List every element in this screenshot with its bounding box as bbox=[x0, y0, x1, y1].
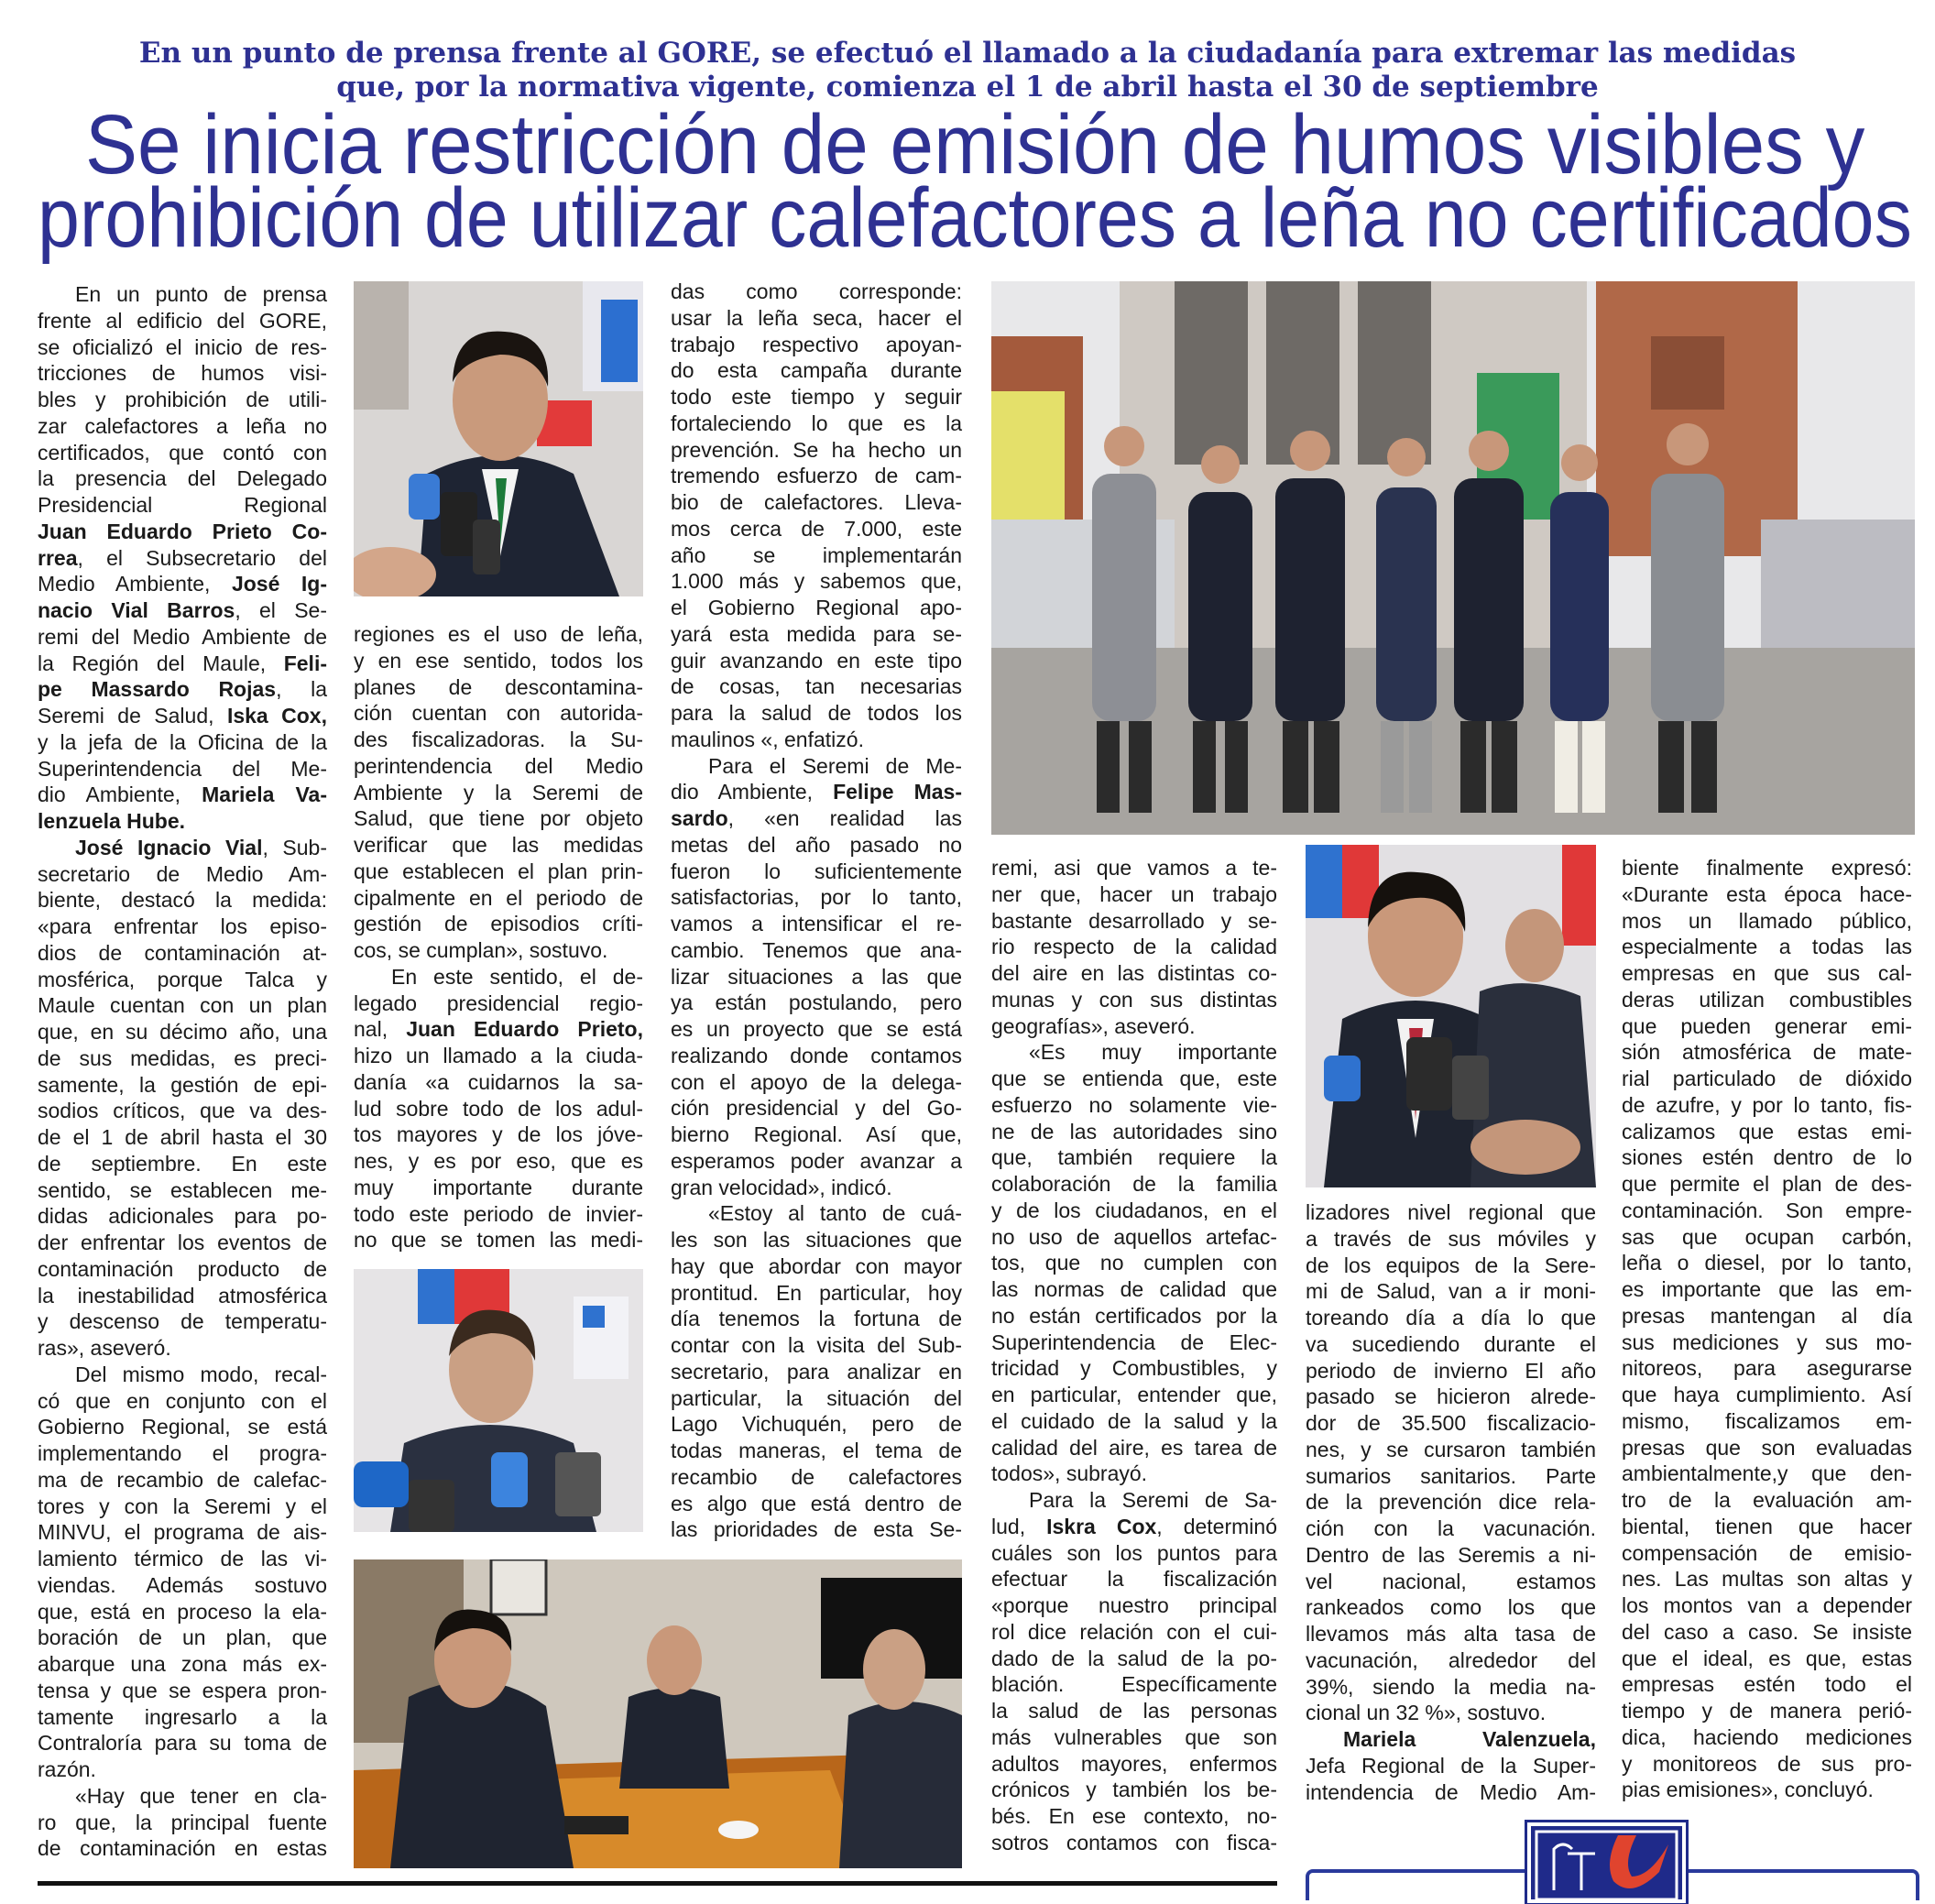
article-text-line: deras utilizan combustibles bbox=[1622, 987, 1912, 1012]
section-divider bbox=[38, 1881, 1277, 1886]
article-text-line: pe Massardo Rojas, la bbox=[38, 677, 327, 702]
article-text-line: tricidad y Combustibles, y bbox=[991, 1356, 1277, 1381]
article-text-line: a través de sus móviles y bbox=[1306, 1226, 1596, 1251]
article-text-line: Para el Seremi de Me- bbox=[708, 753, 962, 778]
article-text-line: es un proyecto que se está bbox=[671, 1017, 962, 1041]
article-text-line: perintendencia del Medio bbox=[354, 753, 643, 778]
article-text-line: razón. bbox=[38, 1757, 96, 1781]
article-text-line: de la prevención dice rela- bbox=[1306, 1490, 1596, 1515]
bold-name: Mariela Va- bbox=[202, 782, 327, 807]
bold-name: José Ig- bbox=[231, 572, 327, 596]
article-text-line: didas adicionales para po- bbox=[38, 1204, 327, 1229]
article-text-line: 1.000 más y sabemos que, bbox=[671, 569, 962, 594]
article-text-line: Medio Ambiente, José Ig- bbox=[38, 572, 327, 596]
bold-name: nacio Vial Barros bbox=[38, 598, 235, 622]
article-text-line: Maule cuentan con un plan bbox=[38, 993, 327, 1018]
article-text-line: de el 1 de abril hasta el 30 bbox=[38, 1125, 327, 1149]
article-text-line: Gobierno Regional, se está bbox=[38, 1415, 327, 1439]
article-text-line: de contaminación en estas bbox=[38, 1836, 327, 1861]
article-text-line: y la jefa de la Oficina de la bbox=[38, 729, 327, 754]
article-text-line: pias emisiones», concluyó. bbox=[1622, 1778, 1874, 1802]
article-text-line: lud sobre todo de los adul- bbox=[354, 1096, 643, 1121]
article-text-line: pasado se hicieron alrede- bbox=[1306, 1384, 1596, 1409]
article-text-line: tamente ingresarlo a la bbox=[38, 1704, 327, 1729]
article-text-line: de azufre, y por lo tanto, fis- bbox=[1622, 1092, 1912, 1117]
article-text-line: danía «a cuidarnos la sa- bbox=[354, 1069, 643, 1094]
article-text-line: que pueden generar emi- bbox=[1622, 1013, 1912, 1038]
article-text-line: «porque nuestro principal bbox=[991, 1593, 1277, 1617]
article-text-line: tensa y que se espera pron- bbox=[38, 1678, 327, 1702]
article-text-line: «Hay que tener en cla- bbox=[75, 1783, 327, 1808]
article-text-line: de sus medidas, es preci- bbox=[38, 1045, 327, 1070]
article-text-line: abarque una zona más ex- bbox=[38, 1652, 327, 1676]
article-text-line: remi, asi que vamos a te- bbox=[991, 856, 1277, 880]
photo-group-gore-building bbox=[991, 281, 1915, 835]
article-text-line: tremendo esfuerzo de cam- bbox=[671, 464, 962, 488]
article-text-line: lamiento térmico de las vi- bbox=[38, 1547, 327, 1570]
article-text-line: bles y prohibición de utili- bbox=[38, 388, 327, 411]
article-text-line: lud, Iskra Cox, determinó bbox=[991, 1514, 1277, 1538]
article-text-line: particular, la situación del bbox=[671, 1385, 962, 1410]
article-text-line: empresas en que sus cal- bbox=[1622, 961, 1912, 985]
article-text-line: que, en su décimo año, una bbox=[38, 1020, 327, 1044]
article-text-line: usar la leña seca, hacer el bbox=[671, 305, 962, 330]
logo-icon bbox=[1531, 1826, 1682, 1899]
article-text-line: rio respecto de la calidad bbox=[991, 935, 1277, 959]
article-text-line: cambio. Tenemos que ana- bbox=[671, 937, 962, 962]
article-text-line: y monitoreos de sus pro- bbox=[1622, 1751, 1912, 1776]
kicker-line-1: En un punto de prensa frente al GORE, se efectuó el llamado a la ciudadanía para extremar las medidas bbox=[138, 37, 1797, 70]
article-text-line: ras», aseveró. bbox=[38, 1336, 171, 1360]
article-text-line: cional un 32 %», sostuvo. bbox=[1306, 1701, 1547, 1725]
bold-name: Iska Cox, bbox=[226, 704, 327, 728]
article-text-line: Dentro de las Seremis a ni- bbox=[1306, 1542, 1596, 1567]
article-text-line: mi de Salud, van a ir moni- bbox=[1306, 1279, 1596, 1304]
article-text-line: sumarios sanitarios. Parte bbox=[1306, 1463, 1596, 1488]
article-text-line: colaboración de la familia bbox=[991, 1172, 1277, 1196]
article-text-line: recambio de calefactores bbox=[671, 1464, 962, 1489]
article-text-line: mos un llamado público, bbox=[1622, 908, 1912, 933]
article-text-line: yará esta medida para se- bbox=[671, 621, 962, 646]
article-text-line: maulinos «, enfatizó. bbox=[671, 727, 864, 751]
article-text-line: del caso a caso. Se insiste bbox=[1622, 1619, 1912, 1644]
article-column-5 bbox=[1306, 1199, 1596, 1805]
article-text-line: vamos a intensificar el re- bbox=[671, 912, 962, 936]
article-text-line: Jefa Regional de la Super- bbox=[1306, 1753, 1596, 1778]
article-text-line: las prioridades de esta Se- bbox=[671, 1517, 962, 1542]
article-text-line: cipalmente en el periodo de bbox=[354, 885, 643, 910]
article-text-line: Para la Seremi de Sa- bbox=[1029, 1488, 1277, 1512]
article-column-6 bbox=[1622, 855, 1912, 1803]
article-text-line: en particular, entender que, bbox=[991, 1383, 1277, 1406]
article-text-line: En este sentido, el de- bbox=[391, 964, 643, 989]
article-text-line: tores y con la Seremi y el bbox=[38, 1494, 327, 1518]
article-text-line: nacio Vial Barros, el Se- bbox=[38, 598, 327, 622]
article-text-line: có que en conjunto con el bbox=[38, 1388, 327, 1413]
article-text-line: presas que son evaluadas bbox=[1622, 1435, 1912, 1460]
article-text-line: mosférica, porque Talca y bbox=[38, 967, 327, 991]
article-text-line: bio de calefactores. Lleva- bbox=[671, 490, 962, 514]
article-text-line: se oficializó el inicio de res- bbox=[38, 334, 327, 359]
article-text-line: secretario, para analizar en bbox=[671, 1359, 962, 1384]
article-text-line: gran velocidad», indicó. bbox=[671, 1175, 892, 1199]
kicker-line-2: que, por la normativa vigente, comienza el 1 de abril hasta el 30 de septiembre bbox=[336, 71, 1599, 104]
article-text-line: ma de recambio de calefac- bbox=[38, 1467, 327, 1492]
article-text-line: hizo un llamado a la ciuda- bbox=[354, 1044, 643, 1067]
bold-name: Iskra Cox bbox=[1046, 1514, 1157, 1538]
article-text-line: Superintendencia de Elec- bbox=[991, 1330, 1277, 1354]
article-text-line: dado de la salud de la po- bbox=[991, 1646, 1277, 1670]
article-text-line: ción con la vacunación. bbox=[1306, 1516, 1596, 1540]
article-text-line: todo este tiempo y seguir bbox=[671, 385, 962, 409]
article-text-line: las normas de calidad que bbox=[991, 1277, 1277, 1301]
article-text-line: regiones es el uso de leña, bbox=[354, 622, 643, 646]
article-text-line: ción presidencial y del Go- bbox=[671, 1096, 962, 1121]
article-text-line: ne de las autoridades sino bbox=[991, 1119, 1277, 1143]
article-text-line: es algo que está dentro de bbox=[671, 1491, 962, 1516]
article-text-line: ner que, hacer un trabajo bbox=[991, 881, 1277, 906]
bold-name: Felipe Mas- bbox=[833, 780, 962, 804]
article-text-line: especialmente a todas las bbox=[1622, 935, 1912, 959]
article-text-line: adultos mayores, enfermos bbox=[991, 1751, 1277, 1776]
article-text-line bbox=[38, 519, 327, 545]
article-text-line: lizadores nivel regional que bbox=[1306, 1200, 1596, 1224]
article-text-line: intendencia de Medio Am- bbox=[1306, 1779, 1596, 1804]
article-text-line: lizar situaciones a las que bbox=[671, 964, 962, 989]
article-text-line: que se entienda que, este bbox=[991, 1067, 1277, 1090]
article-text-line: Superintendencia del Me- bbox=[38, 756, 327, 781]
article-text-line: periodo de invierno El año bbox=[1306, 1358, 1596, 1383]
article-text-line: todas maneras, el tema de bbox=[671, 1439, 962, 1462]
article-text-line: MINVU, el programa de ais- bbox=[38, 1520, 327, 1545]
article-text-line: gestión de episodios críti- bbox=[354, 912, 643, 936]
article-text-line: biente, destacó la medida: bbox=[38, 888, 327, 913]
article-text-line: que, también requiere la bbox=[991, 1145, 1277, 1170]
article-text-line: empresas estén todo el bbox=[1622, 1672, 1912, 1697]
article-text-line: muy importante durante bbox=[354, 1175, 643, 1199]
article-text-line: la inestabilidad atmosférica bbox=[38, 1283, 327, 1308]
article-text-line: año se implementarán bbox=[671, 542, 962, 567]
bold-name: Juan Eduardo Prieto, bbox=[406, 1017, 643, 1042]
article-text-line: rial particulado de dióxido bbox=[1622, 1067, 1912, 1090]
article-text-line: Ambiente y la Seremi de bbox=[354, 780, 643, 804]
article-text-line: sotros contamos con fisca- bbox=[991, 1830, 1277, 1855]
article-text-line: tricciones de humos visi- bbox=[38, 361, 327, 386]
article-text-line: metas del año pasado no bbox=[671, 832, 962, 857]
article-text-line: ambientalmente,y que den- bbox=[1622, 1461, 1912, 1486]
article-text-line: ya están postulando, pero bbox=[671, 990, 962, 1015]
article-text-line: sardo, «en realidad las bbox=[671, 806, 962, 830]
article-text-line: dica, haciendo mediciones bbox=[1622, 1724, 1912, 1749]
article-text-line: nes, y se cursaron también bbox=[1306, 1437, 1596, 1461]
article-text-line: todos», subrayó. bbox=[991, 1461, 1148, 1486]
article-text-line: 39%, siendo la media na- bbox=[1306, 1674, 1596, 1699]
article-text-line: bastante desarrollado y se- bbox=[991, 908, 1277, 933]
article-text-line: dor de 35.500 fiscalizacio- bbox=[1306, 1411, 1596, 1435]
article-text-line: remi del Medio Ambiente de bbox=[38, 624, 327, 649]
article-text-line: rol dice relación con el cui- bbox=[991, 1619, 1277, 1644]
article-text-line: bés. En ese contexto, no- bbox=[991, 1804, 1277, 1828]
article-text-line: les son las situaciones que bbox=[671, 1228, 962, 1252]
article-column-1 bbox=[38, 281, 327, 1862]
article-text-line: Salud, que tiene por objeto bbox=[354, 806, 643, 831]
article-text-line: sus mediciones y sus mo- bbox=[1622, 1330, 1912, 1354]
article-text-line: que el ideal, es que, estas bbox=[1622, 1646, 1912, 1670]
article-text-line: cuáles son los puntos para bbox=[991, 1540, 1277, 1565]
article-text-line: de septiembre. En este bbox=[38, 1151, 327, 1176]
article-text-line: de los equipos de la Sere- bbox=[1306, 1253, 1596, 1277]
headline-line-2: prohibición de utilizar calefactores a leña no certificados bbox=[38, 171, 1912, 265]
article-text-line: del aire en las distintas co- bbox=[991, 961, 1277, 985]
article-text-line: fortaleciendo lo que es la bbox=[671, 410, 962, 435]
article-text-line: do esta campaña durante bbox=[671, 358, 962, 383]
article-text-line: implementando el progra- bbox=[38, 1441, 327, 1465]
article-text-line: no que se tomen las medi- bbox=[354, 1228, 643, 1253]
article-text-line: frente al edificio del GORE, bbox=[38, 308, 327, 333]
article-text-line: prontitud. En particular, hoy bbox=[671, 1280, 962, 1305]
article-text-line: secretario de Medio Am- bbox=[38, 861, 327, 886]
article-text-line: «Durante esta época hace- bbox=[1622, 881, 1912, 906]
article-text-line: contaminación producto de bbox=[38, 1256, 327, 1281]
article-text-line: vacunación, alrededor del bbox=[1306, 1647, 1596, 1672]
article-text-line: compensación de emisio- bbox=[1622, 1540, 1912, 1565]
article-text-line: der enfrentar los eventos de bbox=[38, 1231, 327, 1254]
article-text-line: los montos van a depender bbox=[1622, 1593, 1912, 1617]
article-text-line: Presidencial Regional bbox=[38, 493, 327, 517]
article-text-line: tiempo y de manera perió- bbox=[1622, 1699, 1912, 1723]
article-text-line: que permite el plan de des- bbox=[1622, 1172, 1912, 1196]
article-text-line: y en ese sentido, todos los bbox=[354, 648, 643, 673]
article-text-line: trabajo respectivo apoyan- bbox=[671, 332, 962, 356]
article-text-line: tos, que no cumplen con bbox=[991, 1251, 1277, 1275]
article-text-line: «para enfrentar los episo- bbox=[38, 914, 327, 938]
article-text-line: la presencia del Delegado bbox=[38, 466, 327, 491]
article-text-line: de cosas, tan necesarias bbox=[671, 674, 962, 699]
article-text-line: mismo, fiscalizamos em- bbox=[1622, 1408, 1912, 1433]
article-text-line: mos cerca de 7.000, este bbox=[671, 516, 962, 541]
article-text-line: el Gobierno Regional apo- bbox=[671, 596, 962, 619]
article-text-line: la Región del Maule, Feli- bbox=[38, 651, 327, 675]
article-text-line: «Estoy al tanto de cuá- bbox=[708, 1201, 962, 1226]
article-text-line: guir avanzando en este tipo bbox=[671, 648, 962, 673]
article-text-line: viendas. Además sostuvo bbox=[38, 1572, 327, 1597]
article-text-line: con el apoyo de la delega- bbox=[671, 1069, 962, 1094]
article-text-line: verificar que las medidas bbox=[354, 833, 643, 857]
bold-name: Juan Eduardo Prieto Co- bbox=[38, 519, 327, 543]
bold-name: Mariela Valenzuela, bbox=[1343, 1727, 1596, 1751]
article-text-line: Seremi de Salud, Iska Cox, bbox=[38, 704, 327, 728]
article-text-line: sentido, se establecen me- bbox=[38, 1177, 327, 1202]
bold-name: sardo bbox=[671, 806, 728, 830]
article-text-line: llevamos más alta tasa de bbox=[1306, 1622, 1596, 1646]
article-text-line: En un punto de prensa bbox=[75, 282, 327, 306]
article-text-line: legado presidencial regio- bbox=[354, 990, 643, 1015]
article-text-line: realizando donde contamos bbox=[671, 1043, 962, 1067]
article-text-line: cos, se cumplan», sostuvo. bbox=[354, 938, 608, 962]
article-text-line: el cuidado de la salud y la bbox=[991, 1408, 1277, 1433]
article-text-line: satisfactorias, por lo tanto, bbox=[671, 885, 962, 910]
article-text-line: dio Ambiente, Felipe Mas- bbox=[671, 780, 962, 804]
article-text-line: planes de descontamina- bbox=[354, 674, 643, 699]
article-text-line: nal, Juan Eduardo Prieto, bbox=[354, 1017, 643, 1042]
article-text-line bbox=[38, 808, 327, 835]
article-text-line: que haya cumplimiento. Así bbox=[1622, 1383, 1912, 1406]
article-text-line: leña o diesel, por lo tanto, bbox=[1622, 1251, 1912, 1275]
article-text-line: «Es muy importante bbox=[1029, 1040, 1277, 1065]
article-column-2 bbox=[354, 621, 643, 1253]
article-text-line: dios de contaminación at- bbox=[38, 940, 327, 965]
article-text-line: rankeados como los que bbox=[1306, 1595, 1596, 1620]
article-text-line bbox=[1306, 1726, 1596, 1753]
article-text-line: blación. Específicamente bbox=[991, 1672, 1277, 1697]
article-text-line: biental, tienen que hacer bbox=[1622, 1514, 1912, 1538]
article-text-line: hay que abordar con mayor bbox=[671, 1253, 962, 1278]
article-text-line: presas mantengan al día bbox=[1622, 1303, 1912, 1328]
article-text-line: para la salud de todos los bbox=[671, 701, 962, 725]
article-text-line: sodios críticos, que va des- bbox=[38, 1099, 327, 1123]
article-text-line: calidad del aire, es tarea de bbox=[991, 1435, 1277, 1460]
article-text-line: efectuar la fiscalización bbox=[991, 1567, 1277, 1592]
photo-meeting-table bbox=[354, 1559, 962, 1868]
article-text-line: día tenemos la fortuna de bbox=[671, 1307, 962, 1331]
article-text-line: nitoreos, para asegurarse bbox=[1622, 1356, 1912, 1381]
article-text-line: sas que ocupan carbón, bbox=[1622, 1224, 1912, 1249]
bold-name: Feli- bbox=[283, 651, 327, 675]
article-text-line: fueron lo suficientemente bbox=[671, 859, 962, 883]
article-text-line: contar con la visita del Sub- bbox=[671, 1333, 962, 1357]
article-text-line: prevención. Se ha hecho un bbox=[671, 437, 962, 462]
article-text-line: Contraloría para su toma de bbox=[38, 1731, 327, 1756]
article-text-line: va sucediendo durante el bbox=[1306, 1331, 1596, 1356]
article-text-line: crónicos y también los be- bbox=[991, 1778, 1277, 1802]
article-text-line: es importante que las em- bbox=[1622, 1277, 1912, 1301]
article-text-line: más vulnerables que son bbox=[991, 1724, 1277, 1749]
article-text-line: siones estén dentro de lo bbox=[1622, 1145, 1912, 1170]
article-text-line: samente, la gestión de epi- bbox=[38, 1072, 327, 1097]
article-column-3 bbox=[671, 279, 962, 1543]
photo-delegado-microphones bbox=[354, 281, 643, 596]
article-column-4 bbox=[991, 855, 1277, 1856]
article-text-line: calizamos que estas emi- bbox=[1622, 1119, 1912, 1143]
article-text-line: bierno Regional. Así que, bbox=[671, 1122, 962, 1146]
article-text-line: munas y con sus distintas bbox=[991, 987, 1277, 1012]
article-text-line: José Ignacio Vial, Sub- bbox=[75, 835, 327, 859]
article-text-line: ción cuentan con autorida- bbox=[354, 701, 643, 726]
article-text-line: geografías», aseveró. bbox=[991, 1013, 1196, 1038]
article-text-line: vel nacional, estamos bbox=[1306, 1569, 1596, 1593]
article-text-line: que establecen el plan prin- bbox=[354, 859, 643, 883]
article-text-line: no uso de aquellos artefac- bbox=[991, 1224, 1277, 1249]
article-text-line: Lago Vichuquén, pero de bbox=[671, 1412, 962, 1437]
bold-name: pe Massardo Rojas bbox=[38, 677, 277, 702]
article-text-line: la salud de las personas bbox=[991, 1699, 1277, 1723]
article-text-line: nes, y es por eso, que es bbox=[354, 1149, 643, 1173]
bold-name: rrea bbox=[38, 545, 78, 570]
article-text-line: esfuerzo no solamente vie- bbox=[991, 1092, 1277, 1117]
article-text-line: esperamos poder avanzar a bbox=[671, 1148, 962, 1173]
article-text-line: das como corresponde: bbox=[671, 279, 962, 303]
article-text-line: no están certificados por la bbox=[991, 1303, 1277, 1328]
photo-subsecretario-microphones bbox=[354, 1269, 643, 1532]
article-text-line: que, está en proceso la ela- bbox=[38, 1599, 327, 1624]
article-text-line: boración de un plan, que bbox=[38, 1625, 327, 1650]
article-text-line: zar calefactores a leña no bbox=[38, 413, 327, 438]
bold-name: José Ignacio Vial bbox=[75, 835, 263, 859]
article-text-line: ro que, la principal fuente bbox=[38, 1810, 327, 1834]
bold-name: lenzuela Hube. bbox=[38, 809, 186, 833]
article-text-line: y descenso de temperatu- bbox=[38, 1309, 327, 1334]
article-text-line: dio Ambiente, Mariela Va- bbox=[38, 782, 327, 807]
article-text-line: nes. Las multas son altas y bbox=[1622, 1567, 1912, 1592]
article-text-line: rrea, el Subsecretario del bbox=[38, 545, 327, 570]
article-text-line: des fiscalizadoras. la Su- bbox=[354, 728, 643, 751]
article-text-line: biente finalmente expresó: bbox=[1622, 856, 1912, 880]
article-text-line: y de los ciudadanos, en el bbox=[991, 1198, 1277, 1222]
article-text-line: todo este periodo de invier- bbox=[354, 1201, 643, 1226]
article-text-line: toreando día a día lo que bbox=[1306, 1306, 1596, 1330]
article-text-line: tro de la evaluación am- bbox=[1622, 1488, 1912, 1512]
article-text-line: tos mayores y de los jóve- bbox=[354, 1122, 643, 1147]
article-text-line: certificados, que contó con bbox=[38, 440, 327, 465]
photo-seremi-microphones bbox=[1306, 845, 1596, 1187]
headline-line-1: Se inicia restricción de emisión de humos visibles y bbox=[85, 98, 1865, 191]
article-text-line: Del mismo modo, recal- bbox=[75, 1362, 327, 1386]
article-text-line: sión atmosférica de mate- bbox=[1622, 1040, 1912, 1065]
article-text-line: contaminación. Son empre- bbox=[1622, 1198, 1912, 1222]
